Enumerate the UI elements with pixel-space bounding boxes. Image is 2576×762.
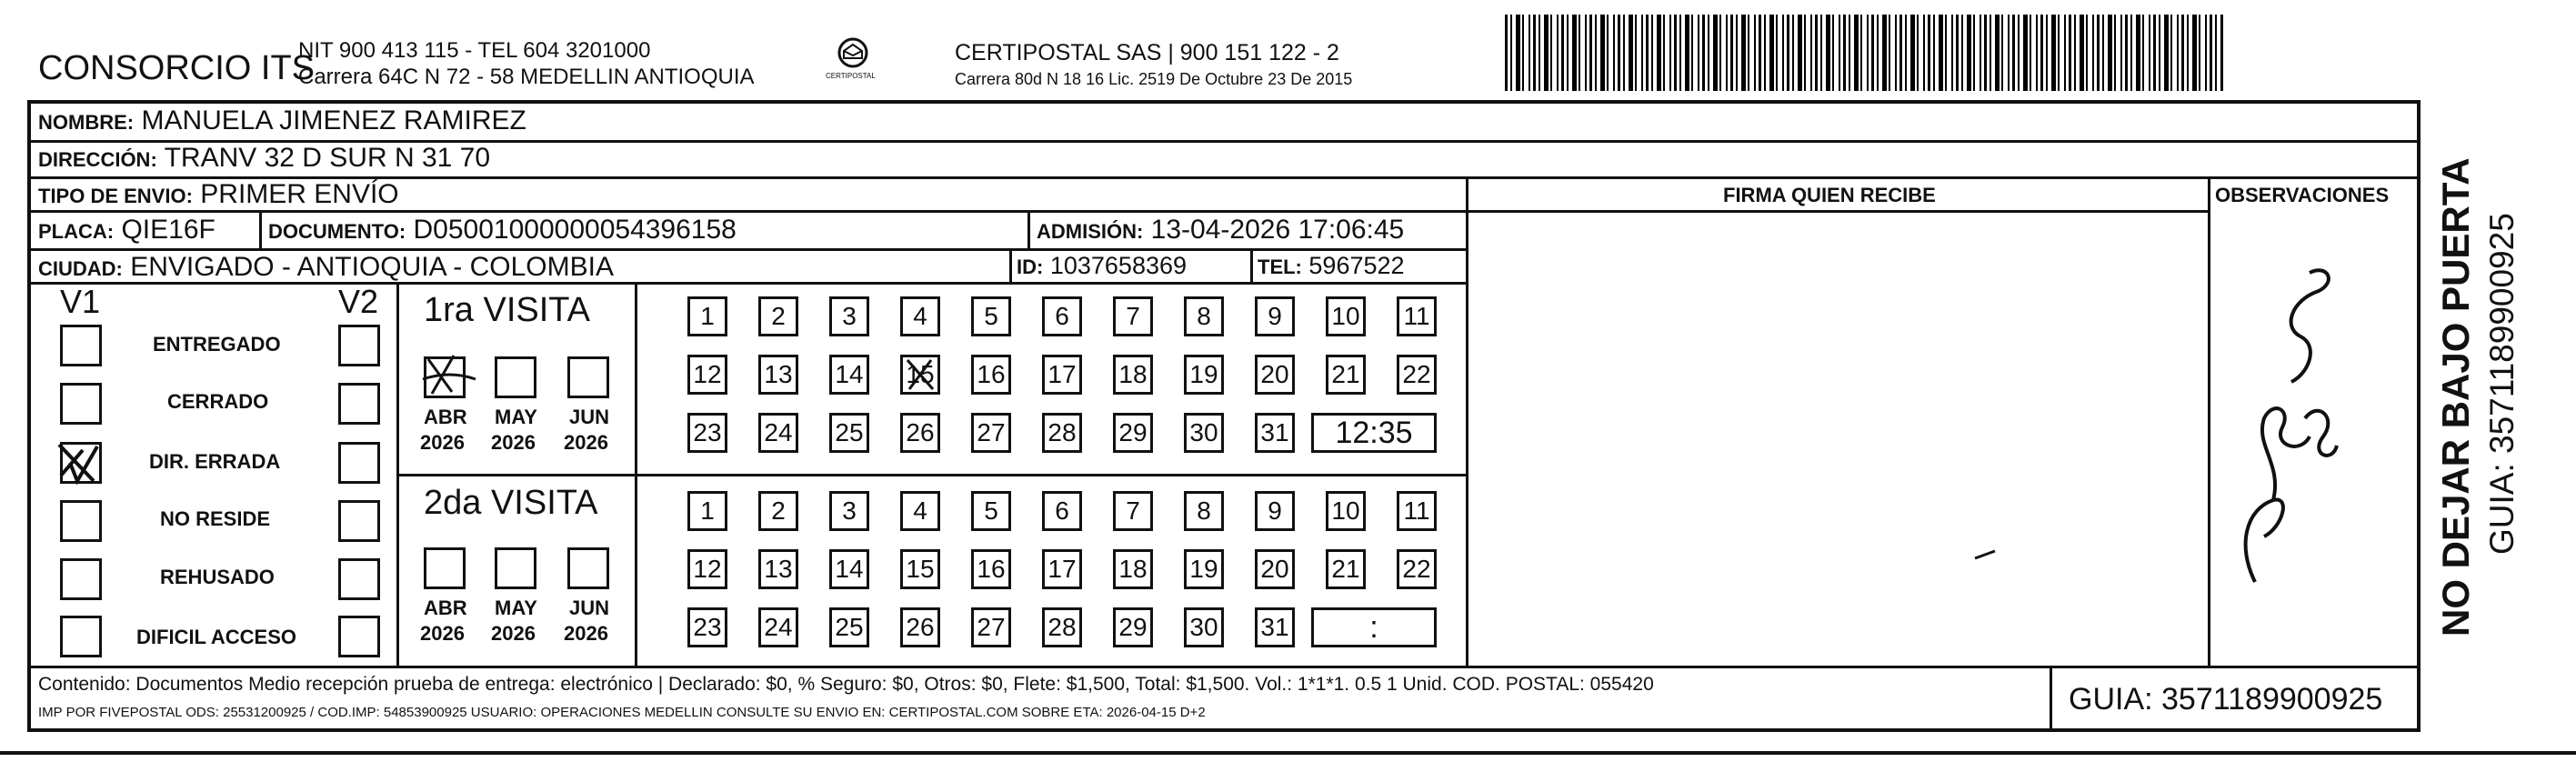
- second-visit-day-22[interactable]: 22: [1397, 549, 1437, 589]
- first-visit-day-20[interactable]: 20: [1255, 355, 1295, 395]
- placa-value: QIE16F: [121, 215, 216, 245]
- cross-mark-icon: [900, 355, 940, 395]
- first-visit-day-18[interactable]: 18: [1113, 355, 1153, 395]
- second-visit-month-jun[interactable]: [567, 547, 609, 589]
- company-nit: NIT 900 413 115 - TEL 604 3201000: [298, 38, 651, 63]
- first-visit-day-9[interactable]: 9: [1255, 296, 1295, 336]
- first-visit-day-28[interactable]: 28: [1042, 413, 1082, 453]
- placa-cell: [38, 216, 216, 244]
- second-visit-day-25[interactable]: 25: [829, 607, 869, 647]
- month-label: MAY: [495, 597, 537, 619]
- cell-divider: [1250, 248, 1253, 282]
- first-visit-day-5[interactable]: 5: [971, 296, 1011, 336]
- tipo-label: TIPO DE ENVIO:: [38, 185, 193, 207]
- second-visit-day-24[interactable]: 24: [758, 607, 798, 647]
- second-visit-day-2[interactable]: 2: [758, 491, 798, 531]
- second-visit-day-28[interactable]: 28: [1042, 607, 1082, 647]
- second-visit-day-1[interactable]: 1: [687, 491, 727, 531]
- footer-guia: GUIA: 3571189900925: [2069, 682, 2383, 717]
- v1-checkbox-dir-errada[interactable]: [60, 442, 102, 484]
- second-visit-day-31[interactable]: 31: [1255, 607, 1295, 647]
- second-visit-day-9[interactable]: 9: [1255, 491, 1295, 531]
- v2-checkbox-dificil-acceso[interactable]: [338, 616, 380, 657]
- certipostal-address: Carrera 80d N 18 16 Lic. 2519 De Octubre 23 De 2015: [955, 70, 1353, 88]
- second-visit-month-abr[interactable]: [424, 547, 466, 589]
- v1-checkbox-entregado[interactable]: [60, 325, 102, 366]
- first-visit-day-15[interactable]: 15: [900, 355, 940, 395]
- second-visit-day-27[interactable]: 27: [971, 607, 1011, 647]
- observaciones-column-divider: [2208, 176, 2210, 666]
- id-cell: [1017, 254, 1187, 278]
- nombre-label: NOMBRE:: [38, 111, 135, 134]
- ciudad-label: CIUDAD:: [38, 257, 123, 280]
- firma-header: FIRMA QUIEN RECIBE: [1723, 184, 1936, 206]
- tel-value: 5967522: [1308, 252, 1405, 279]
- nombre-value: MANUELA JIMENEZ RAMIREZ: [141, 105, 526, 135]
- direccion-label: DIRECCIÓN:: [38, 148, 157, 171]
- first-visit-day-3[interactable]: 3: [829, 296, 869, 336]
- second-visit-day-7[interactable]: 7: [1113, 491, 1153, 531]
- side-guia: GUIA: 3571189900925: [2483, 213, 2521, 555]
- documento-value: D05001000000054396158: [413, 215, 737, 245]
- v1-checkbox-dificil-acceso[interactable]: [60, 616, 102, 657]
- second-visit-day-13[interactable]: 13: [758, 549, 798, 589]
- logo-caption: CERTIPOSTAL: [826, 72, 876, 80]
- first-visit-day-24[interactable]: 24: [758, 413, 798, 453]
- second-visit-day-26[interactable]: 26: [900, 607, 940, 647]
- second-visit-day-19[interactable]: 19: [1184, 549, 1224, 589]
- year-label: 2026: [564, 431, 608, 454]
- first-visit-day-31[interactable]: 31: [1255, 413, 1295, 453]
- first-visit-month-abr[interactable]: [424, 356, 466, 398]
- second-visit-day-16[interactable]: 16: [971, 549, 1011, 589]
- admision-value: 13-04-2026 17:06:45: [1150, 215, 1405, 245]
- month-label: MAY: [495, 406, 537, 428]
- second-visit-day-8[interactable]: 8: [1184, 491, 1224, 531]
- checkmark-icon: [57, 439, 99, 481]
- second-visit-day-14[interactable]: 14: [829, 549, 869, 589]
- company-address: Carrera 64C N 72 - 58 MEDELLIN ANTIOQUIA: [298, 65, 755, 89]
- tipo-value: PRIMER ENVÍO: [200, 179, 399, 209]
- month-label: JUN: [569, 406, 610, 428]
- observaciones-header: OBSERVACIONES: [2215, 184, 2390, 206]
- footer-contenido: Contenido: Documentos Medio recepción prueba de entrega: electrónico | Declarado: $0, % Seguro: $0, Otros: $0, Flete: $1,500, Total: $1,500. Vol.: 1*1*1. 0.5 1 Unid. COD. POSTAL: 055420: [38, 674, 1654, 695]
- first-visit-title: 1ra VISITA: [424, 291, 591, 329]
- signature-scribble: [2219, 236, 2346, 618]
- status-label: DIR. ERRADA: [149, 450, 281, 473]
- cell-divider: [259, 210, 262, 248]
- barcode: [1505, 15, 2223, 91]
- cell-divider: [1009, 248, 1012, 282]
- bottom-rule: [0, 751, 2576, 755]
- second-visit-day-29[interactable]: 29: [1113, 607, 1153, 647]
- second-visit-day-4[interactable]: 4: [900, 491, 940, 531]
- first-visit-day-2[interactable]: 2: [758, 296, 798, 336]
- id-label: ID:: [1017, 256, 1044, 278]
- pen-mark: [1973, 546, 2000, 564]
- ciudad-cell: [38, 254, 614, 281]
- first-visit-day-23[interactable]: 23: [687, 413, 727, 453]
- first-visit-day-29[interactable]: 29: [1113, 413, 1153, 453]
- month-label: JUN: [569, 597, 610, 619]
- footer-imp-line: IMP POR FIVEPOSTAL ODS: 25531200925 / COD.IMP: 54853900925 USUARIO: OPERACIONES MEDELLIN CONSULTE SU ENVIO EN: CERTIPOSTAL.COM SOBRE ETA: 2026-04-15 D+2: [38, 705, 1206, 720]
- second-visit-day-5[interactable]: 5: [971, 491, 1011, 531]
- id-value: 1037658369: [1049, 252, 1188, 279]
- first-visit-day-26[interactable]: 26: [900, 413, 940, 453]
- first-visit-day-4[interactable]: 4: [900, 296, 940, 336]
- month-label: ABR: [424, 406, 467, 428]
- second-visit-day-10[interactable]: 10: [1326, 491, 1366, 531]
- row-divider: [27, 282, 1466, 285]
- year-label: 2026: [420, 622, 465, 645]
- first-visit-day-10[interactable]: 10: [1326, 296, 1366, 336]
- first-visit-day-27[interactable]: 27: [971, 413, 1011, 453]
- admision-cell: [1037, 216, 1404, 244]
- v2-checkbox-entregado[interactable]: [338, 325, 380, 366]
- first-visit-day-17[interactable]: 17: [1042, 355, 1082, 395]
- first-visit-time-field[interactable]: 12:35: [1311, 413, 1437, 453]
- direccion-value: TRANV 32 D SUR N 31 70: [164, 143, 491, 173]
- year-label: 2026: [420, 431, 465, 454]
- second-visit-day-20[interactable]: 20: [1255, 549, 1295, 589]
- visit-divider: [396, 474, 1466, 476]
- second-visit-day-23[interactable]: 23: [687, 607, 727, 647]
- row-divider: [27, 210, 2208, 213]
- v1-checkbox-no-reside[interactable]: [60, 500, 102, 542]
- first-visit-day-8[interactable]: 8: [1184, 296, 1224, 336]
- certipostal-line: CERTIPOSTAL SAS | 900 151 122 - 2: [955, 40, 1339, 65]
- cell-divider: [1027, 210, 1030, 248]
- first-visit-day-30[interactable]: 30: [1184, 413, 1224, 453]
- second-visit-day-6[interactable]: 6: [1042, 491, 1082, 531]
- ciudad-value: ENVIGADO - ANTIOQUIA - COLOMBIA: [130, 252, 614, 282]
- second-visit-day-12[interactable]: 12: [687, 549, 727, 589]
- year-label: 2026: [564, 622, 608, 645]
- first-visit-day-19[interactable]: 19: [1184, 355, 1224, 395]
- second-visit-day-18[interactable]: 18: [1113, 549, 1153, 589]
- v1-checkbox-rehusado[interactable]: [60, 558, 102, 600]
- placa-label: PLACA:: [38, 220, 115, 243]
- v2-checkbox-rehusado[interactable]: [338, 558, 380, 600]
- first-visit-day-14[interactable]: 14: [829, 355, 869, 395]
- first-visit-day-13[interactable]: 13: [758, 355, 798, 395]
- year-label: 2026: [491, 622, 536, 645]
- firma-column-divider: [1466, 176, 1468, 666]
- tel-label: TEL:: [1258, 256, 1302, 278]
- v2-checkbox-no-reside[interactable]: [338, 500, 380, 542]
- first-visit-day-12[interactable]: 12: [687, 355, 727, 395]
- v1-checkbox-cerrado[interactable]: [60, 383, 102, 425]
- first-visit-day-7[interactable]: 7: [1113, 296, 1153, 336]
- first-visit-day-22[interactable]: 22: [1397, 355, 1437, 395]
- status-label: ENTREGADO: [153, 333, 281, 356]
- v2-header: V2: [338, 283, 379, 320]
- footer-divider: [27, 666, 2421, 668]
- company-name: CONSORCIO ITS: [38, 49, 316, 87]
- first-visit-day-1[interactable]: 1: [687, 296, 727, 336]
- second-visit-day-30[interactable]: 30: [1184, 607, 1224, 647]
- year-label: 2026: [491, 431, 536, 454]
- first-visit-month-jun[interactable]: [567, 356, 609, 398]
- certipostal-logo: [826, 35, 877, 85]
- direccion-row: [38, 145, 490, 172]
- first-visit-day-21[interactable]: 21: [1326, 355, 1366, 395]
- first-visit-month-may[interactable]: [495, 356, 536, 398]
- month-label: ABR: [424, 597, 467, 619]
- second-visit-month-may[interactable]: [495, 547, 536, 589]
- documento-cell: [268, 216, 737, 244]
- second-visit-day-15[interactable]: 15: [900, 549, 940, 589]
- v2-checkbox-cerrado[interactable]: [338, 383, 380, 425]
- v2-checkbox-dir-errada[interactable]: [338, 442, 380, 484]
- side-notice: NO DEJAR BAJO PUERTA: [2434, 157, 2477, 637]
- second-visit-time-field[interactable]: :: [1311, 607, 1437, 647]
- status-label: CERRADO: [167, 390, 269, 413]
- first-visit-day-16[interactable]: 16: [971, 355, 1011, 395]
- status-label: NO RESIDE: [160, 507, 271, 530]
- second-visit-day-3[interactable]: 3: [829, 491, 869, 531]
- footer-guia-divider: [2050, 666, 2052, 732]
- second-visit-title: 2da VISITA: [424, 484, 598, 522]
- first-visit-day-6[interactable]: 6: [1042, 296, 1082, 336]
- admision-label: ADMISIÓN:: [1037, 220, 1144, 243]
- tel-cell: [1258, 254, 1405, 278]
- first-visit-day-11[interactable]: 11: [1397, 296, 1437, 336]
- second-visit-day-21[interactable]: 21: [1326, 549, 1366, 589]
- tipo-row: [38, 181, 399, 208]
- status-label: DIFICIL ACCESO: [136, 626, 297, 648]
- status-label: REHUSADO: [160, 566, 275, 588]
- v1-header: V1: [60, 283, 101, 320]
- documento-label: DOCUMENTO:: [268, 220, 406, 243]
- cross-mark-icon: [423, 352, 465, 394]
- nombre-row: [38, 107, 526, 135]
- second-visit-day-11[interactable]: 11: [1397, 491, 1437, 531]
- second-visit-day-17[interactable]: 17: [1042, 549, 1082, 589]
- first-visit-day-25[interactable]: 25: [829, 413, 869, 453]
